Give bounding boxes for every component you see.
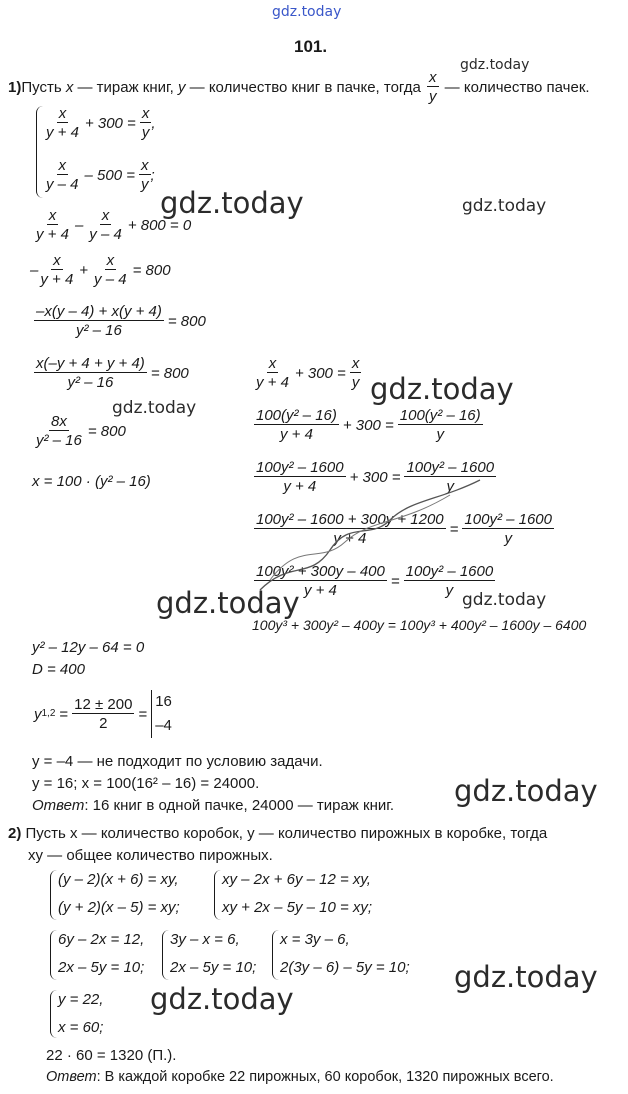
conclusion-1: y = –4 — не подходит по условию задачи. (32, 753, 323, 770)
intro-text: Пусть x — количество коробок, y — количество пирожных в коробке, тогда (25, 825, 548, 842)
part2-marker: 2) (8, 825, 22, 842)
system-line-2: $\frac{x}{y - 4}$ – 500 = $\frac{x}{y}$ ; (46, 157, 155, 193)
intro-text: Пусть (21, 78, 66, 96)
watermark[interactable]: gdz.today (462, 590, 547, 610)
watermark[interactable]: gdz.today (112, 398, 197, 418)
system2-line-1a: (y – 2)(x + 6) = xy, (58, 871, 179, 888)
equation-line-5: $\frac{-x(y - 4) + x(y + 4)}{\text{y² – 16}}$ = 800 (36, 303, 206, 339)
answer-label: Ответ (46, 1069, 97, 1085)
right-line-1: $\frac{x}{y + 4}$ + 300 = $\frac{x}{y}$ (256, 355, 360, 391)
quadratic-equation: y² – 12y – 64 = 0 (32, 639, 145, 656)
system-brace (50, 930, 57, 980)
system2-line-4a: 3y – x = 6, (170, 931, 240, 948)
answer-label: Ответ (32, 797, 85, 814)
intro-text: — количество книг в пачке, тогда (185, 78, 425, 96)
intro-text: — тираж книг, (73, 78, 178, 96)
watermark[interactable]: gdz.today (370, 372, 514, 406)
system2-line-5a: x = 3y – 6, (280, 931, 350, 948)
roots-list: 16 –4 (151, 690, 172, 738)
system2-line-5b: 2(3y – 6) – 5y = 10; (280, 959, 410, 976)
fraction-x-over-y: $\frac{x}{y}$ (429, 69, 437, 105)
answer-1 (32, 798, 394, 813)
system2-line-2b: xy + 2x – 5y – 10 = xy; (222, 899, 373, 916)
equation-line-6: $\frac{x(-y + 4 + y + 4)}{\text{y² – 16}}$ = 800 (36, 355, 189, 391)
system2-line-6b: x = 60; (58, 1019, 104, 1036)
watermark[interactable]: gdz.today (160, 186, 304, 220)
var-y: y (177, 78, 186, 96)
system-brace (50, 990, 57, 1038)
system-brace (162, 930, 169, 980)
system2-line-4b: 2x – 5y = 10; (170, 959, 257, 976)
handwritten-scribble (250, 470, 490, 600)
equation-line-4: – $\frac{x}{y + 4}$ + $\frac{x}{y - 4}$ = 800 (30, 252, 171, 288)
watermark[interactable]: gdz.today (460, 57, 530, 73)
answer-text: : 16 книг в одной пачке, 24000 — тираж книг. (84, 797, 395, 814)
equation-line-8: x = 100 · (y² – 16) (32, 473, 151, 490)
system2-line-1b: (y + 2)(x – 5) = xy; (58, 899, 180, 916)
answer-2 (46, 1070, 554, 1085)
system2-line-3a: 6y – 2x = 12, (58, 931, 145, 948)
right-line-5: $\frac{\text{100y² + 300y – 400}}{y + 4}$ = $\frac{\text{100y² – 1600}}{y}$ (256, 563, 494, 599)
system-line-1: $\frac{x}{y + 4}$ + 300 = $\frac{x}{y}$ , (46, 105, 156, 141)
right-line-2: $\frac{\text{100(y² – 16)}}{y + 4}$ + 300 = $\frac{\text{100(y² – 16)}}{y}$ (256, 407, 481, 443)
right-line-3: $\frac{\text{100y² – 1600}}{y + 4}$ + 300 = $\frac{\text{100y² – 1600}}{y}$ (256, 459, 495, 495)
part2-intro-line-2: xy — общее количество пирожных. (28, 847, 273, 864)
equation-line-7: $\frac{8x}{\text{y² – 16}}$ = 800 (36, 413, 126, 449)
var-x: x (65, 78, 74, 96)
roots-formula: y 1,2 = $\frac{12 \pm 200}{2}$ = 16 –4 (34, 690, 172, 738)
discriminant: D = 400 (32, 661, 85, 678)
intro-text: — количество пачек. (440, 78, 590, 96)
right-line-4: $\frac{\text{100y² – 1600 + 300y + 1200}}{y + 4}$ = $\frac{\text{100y² – 1600}}{y}$ (256, 511, 552, 547)
watermark[interactable]: gdz.today (454, 960, 598, 994)
part1-intro (8, 70, 590, 104)
watermark[interactable]: gdz.today (454, 774, 598, 808)
system2-line-6a: y = 22, (58, 991, 104, 1008)
equation-line-3: $\frac{x}{y + 4}$ – $\frac{x}{y - 4}$ + 800 = 0 (36, 207, 192, 243)
system-brace (214, 870, 221, 920)
system-brace (36, 106, 43, 198)
system-brace (50, 870, 57, 920)
system2-line-3b: 2x – 5y = 10; (58, 959, 145, 976)
watermark[interactable]: gdz.today (150, 982, 294, 1016)
watermark[interactable]: gdz.today (156, 586, 300, 620)
system2-line-2a: xy – 2x + 6y – 12 = xy, (222, 871, 371, 888)
part2-intro-line-1 (8, 826, 547, 841)
watermark-top[interactable]: gdz.today (272, 4, 342, 20)
system-brace (272, 930, 279, 980)
problem-number: 101. (294, 37, 328, 56)
watermark[interactable]: gdz.today (462, 196, 547, 216)
right-line-6: 100y³ + 300y² – 400y = 100y³ + 400y² – 1600y – 6400 (252, 617, 587, 633)
conclusion-2: y = 16; x = 100(16² – 16) = 24000. (32, 775, 260, 792)
part2-calc: 22 · 60 = 1320 (П.). (46, 1047, 177, 1064)
part1-marker: 1) (8, 78, 22, 96)
answer-text: : В каждой коробке 22 пирожных, 60 коробок, 1320 пирожных всего. (96, 1069, 554, 1085)
